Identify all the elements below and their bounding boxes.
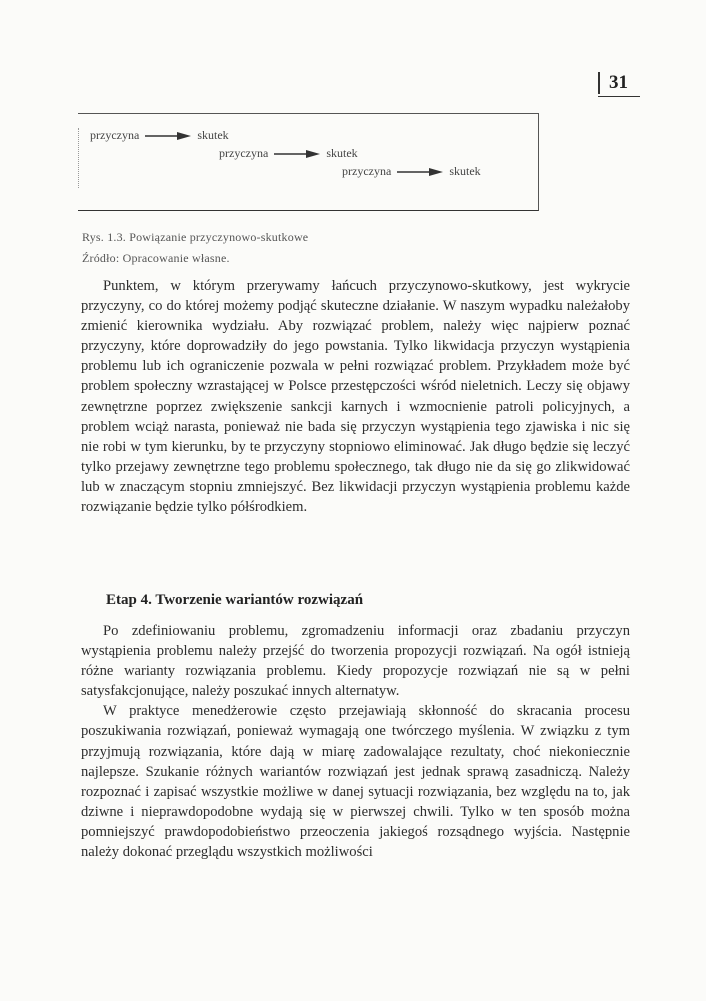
cause-effect-figure xyxy=(78,113,539,211)
effect-label: skutek xyxy=(326,146,358,160)
page-number: 31 xyxy=(598,72,628,94)
section-heading: Etap 4. Tworzenie wariantów rozwiązań xyxy=(106,592,364,608)
arrow-right-icon xyxy=(145,131,191,141)
arrow-right-icon xyxy=(397,167,443,177)
page-number-rule xyxy=(598,96,640,97)
figure-caption: Rys. 1.3. Powiązanie przyczynowo-skutkowe xyxy=(82,230,309,244)
effect-label: skutek xyxy=(197,128,229,142)
arrow-right-icon xyxy=(274,149,320,159)
section2-text xyxy=(81,621,630,862)
cause-label: przyczyna xyxy=(342,164,392,178)
effect-label: skutek xyxy=(449,164,481,178)
cause-label: przyczyna xyxy=(219,146,269,160)
paragraph: W praktyce menedżerowie często przejawiają skłonność do skracania procesu poszukiwania rozwiązań, ponieważ wymagają one twórczego myślenia. W związku z tym przyjmują rozwiązania, które dają w miarę zadowalające rezultaty, choć niekoniecznie najlepsze. Szukanie różnych wariantów rozwiązań jest jednak sprawą zasadniczą. Należy rozpoznać i zapisać wszystkie możliwe w danej sytuacji rozwiązania, bez względu na to, jak dziwne i nieprawdopodobne wydają się w pierwszej chwili. Tylko w ten sposób można pomniejszyć prawdopodobieństwo przeoczenia jakiegoś rozsądnego wyjścia. Następnie należy dokonać przeglądu wszystkich możliwości xyxy=(81,703,630,861)
section1-text xyxy=(81,276,630,517)
figure-source: Źródło: Opracowanie własne. xyxy=(82,251,230,265)
chain-step xyxy=(219,146,358,161)
chain-step xyxy=(90,128,229,143)
cause-label: przyczyna xyxy=(90,128,140,142)
paragraph: Po zdefiniowaniu problemu, zgromadzeniu informacji oraz zbadaniu przyczyn wystąpienia problemu należy przejść do tworzenia propozycji rozwiązań. Na ogół istnieją różne warianty rozwiązania problemu. Kiedy propozycje rozwiązań nie są w pełni satysfakcjonujące, należy poszukać innych alternatyw. xyxy=(81,623,630,700)
paragraph: Punktem, w którym przerywamy łańcuch przyczynowo-skutkowy, jest wykrycie przyczyny, co do której możemy podjąć skuteczne działanie. W naszym wypadku należałoby zmienić kierownika wydziału. Aby rozwiązać problem, należy więc najpierw poznać przyczyny, które doprowadziły do jego powstania. Tylko likwidacja przyczyn wystąpienia problemu lub ich ograniczenie pozwala w pełni rozwiązać problem. Przykładem może być problem społeczny wzrastającej w Polsce przestępczości wśród nieletnich. Leczy się objawy zewnętrzne poprzez zwiększenie sankcji karnych i wzmocnienie patroli policyjnych, a problem wciąż narasta, ponieważ nie bada się przyczyn wystąpienia tego zjawiska i nic się nie robi w tym kierunku, by te przyczyny stopniowo eliminować. Jak długo będzie się leczyć tylko przejawy zewnętrzne tego problemu społecznego, tak długo nie da się go zlikwidować lub w znaczącym stopniu zmniejszyć. Bez likwidacji przyczyn wystąpienia problemu każde rozwiązanie będzie tylko półśrodkiem. xyxy=(81,278,630,516)
chain-step xyxy=(342,164,481,179)
